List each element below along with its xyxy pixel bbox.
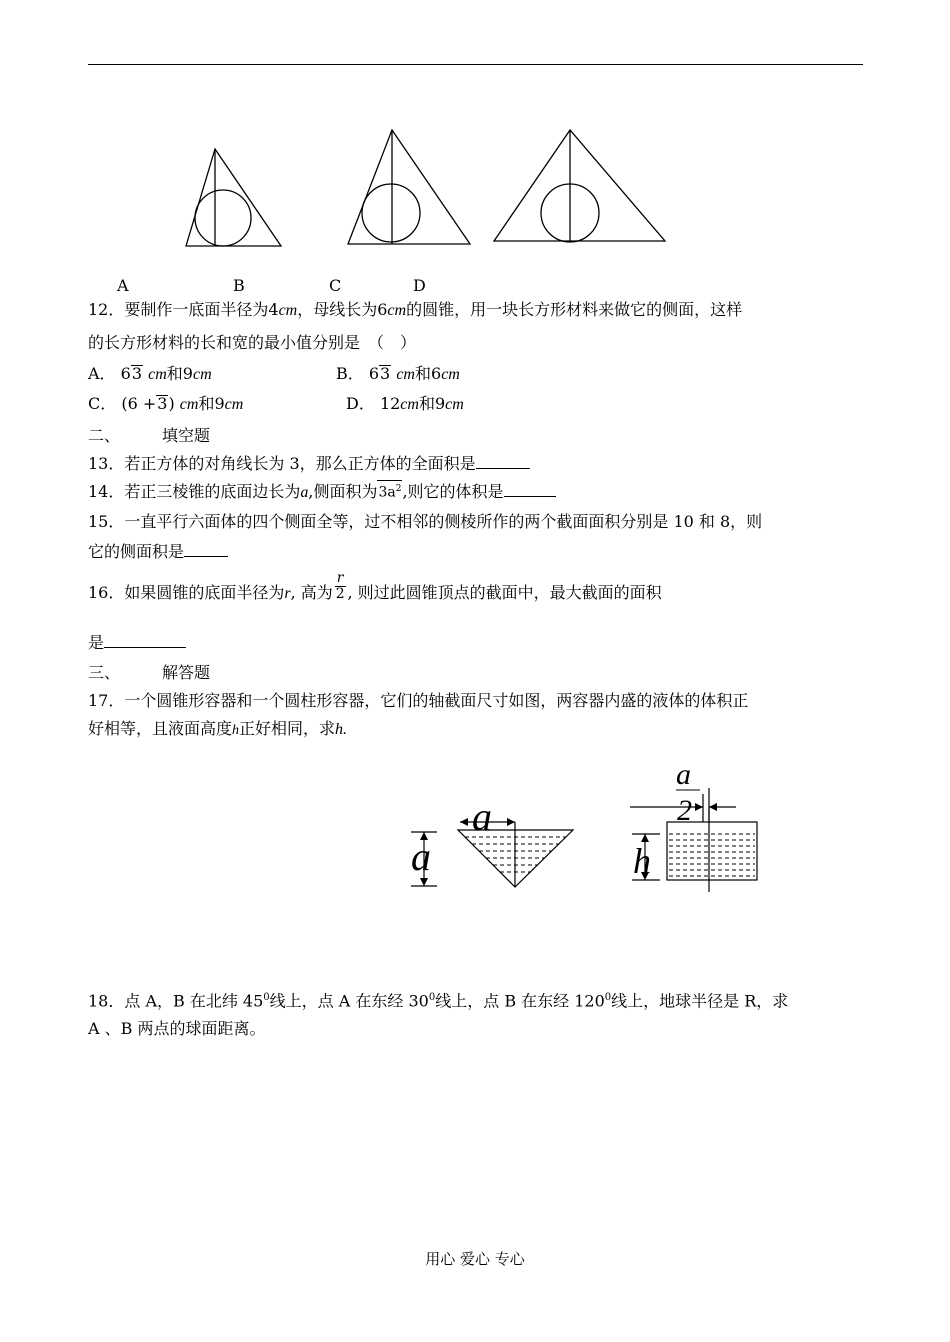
q18-line1: 18．点 A，B 在北纬 $45^0$线上，点 A 在东经 $30^0$线上，点 B 在东经 $120^0$线上，地球半径是 R，求 (88, 991, 789, 1011)
q13: 13．若正方体的对角线长为 3，那么正方体的全面积是 (88, 452, 530, 475)
q18-line2: A 、B 两点的球面距离。 (88, 1019, 266, 1038)
circle-b (362, 184, 420, 242)
label-d: D (413, 276, 426, 295)
cone-side-label: a (411, 834, 431, 879)
label-a: A (117, 276, 129, 295)
q12-line1: 12．要制作一底面半径为4cm，母线长为6cm的圆锥，用一块长方形材料来做它的侧面，这样 (88, 300, 743, 319)
section3-heading: 三、 解答题 (88, 663, 211, 682)
cylinder-section (667, 822, 757, 880)
circle-a (195, 190, 251, 246)
cyl-top-den-label: 2 (677, 794, 692, 827)
page-footer: 用心 爱心 专心 (425, 1250, 525, 1268)
cone-top-label: a (472, 794, 492, 839)
q16-line1: 16．如果圆锥的底面半径为r, 高为 $\frac{r}{2}$ , 则过此圆锥顶点的截面中，最大截面的面积 (88, 570, 662, 602)
q16-line2: 是 (88, 631, 186, 654)
cyl-top-num-label: a (676, 760, 691, 791)
cyl-side-label: h (633, 841, 651, 881)
q12-option-b[interactable]: B． 63 cm和6cm (336, 364, 460, 383)
q12-option-a[interactable]: A． 63 cm和9cm (88, 364, 212, 383)
q12-option-c[interactable]: C． (6 +3) cm和9cm (88, 394, 244, 413)
containers-figure (0, 760, 950, 930)
triangles-figure (0, 0, 950, 260)
triangle-a (186, 149, 281, 246)
triangle-b (348, 130, 470, 244)
q15-line1: 15．一直平行六面体的四个侧面全等，过不相邻的侧棱所作的两个截面面积分别是 10 和 8，则 (88, 512, 763, 531)
q12-option-d[interactable]: D． 12cm和9cm (346, 394, 464, 413)
q14: 14．若正三棱锥的底面边长为a,侧面积为$3a^2$,则它的体积是 (88, 480, 556, 504)
label-b: B (233, 276, 245, 295)
q12-line2: 的长方形材料的长和宽的最小值分别是 （ ） (88, 333, 417, 352)
section2-heading: 二、 填空题 (88, 426, 211, 445)
q17-line2: 好相等，且液面高度h正好相同，求h. (88, 719, 348, 738)
q17-line1: 17．一个圆锥形容器和一个圆柱形容器，它们的轴截面尺寸如图，两容器内盛的液体的体积正 (88, 691, 749, 710)
q15-line2: 它的侧面积是 (88, 540, 228, 563)
label-c: C (329, 276, 342, 295)
